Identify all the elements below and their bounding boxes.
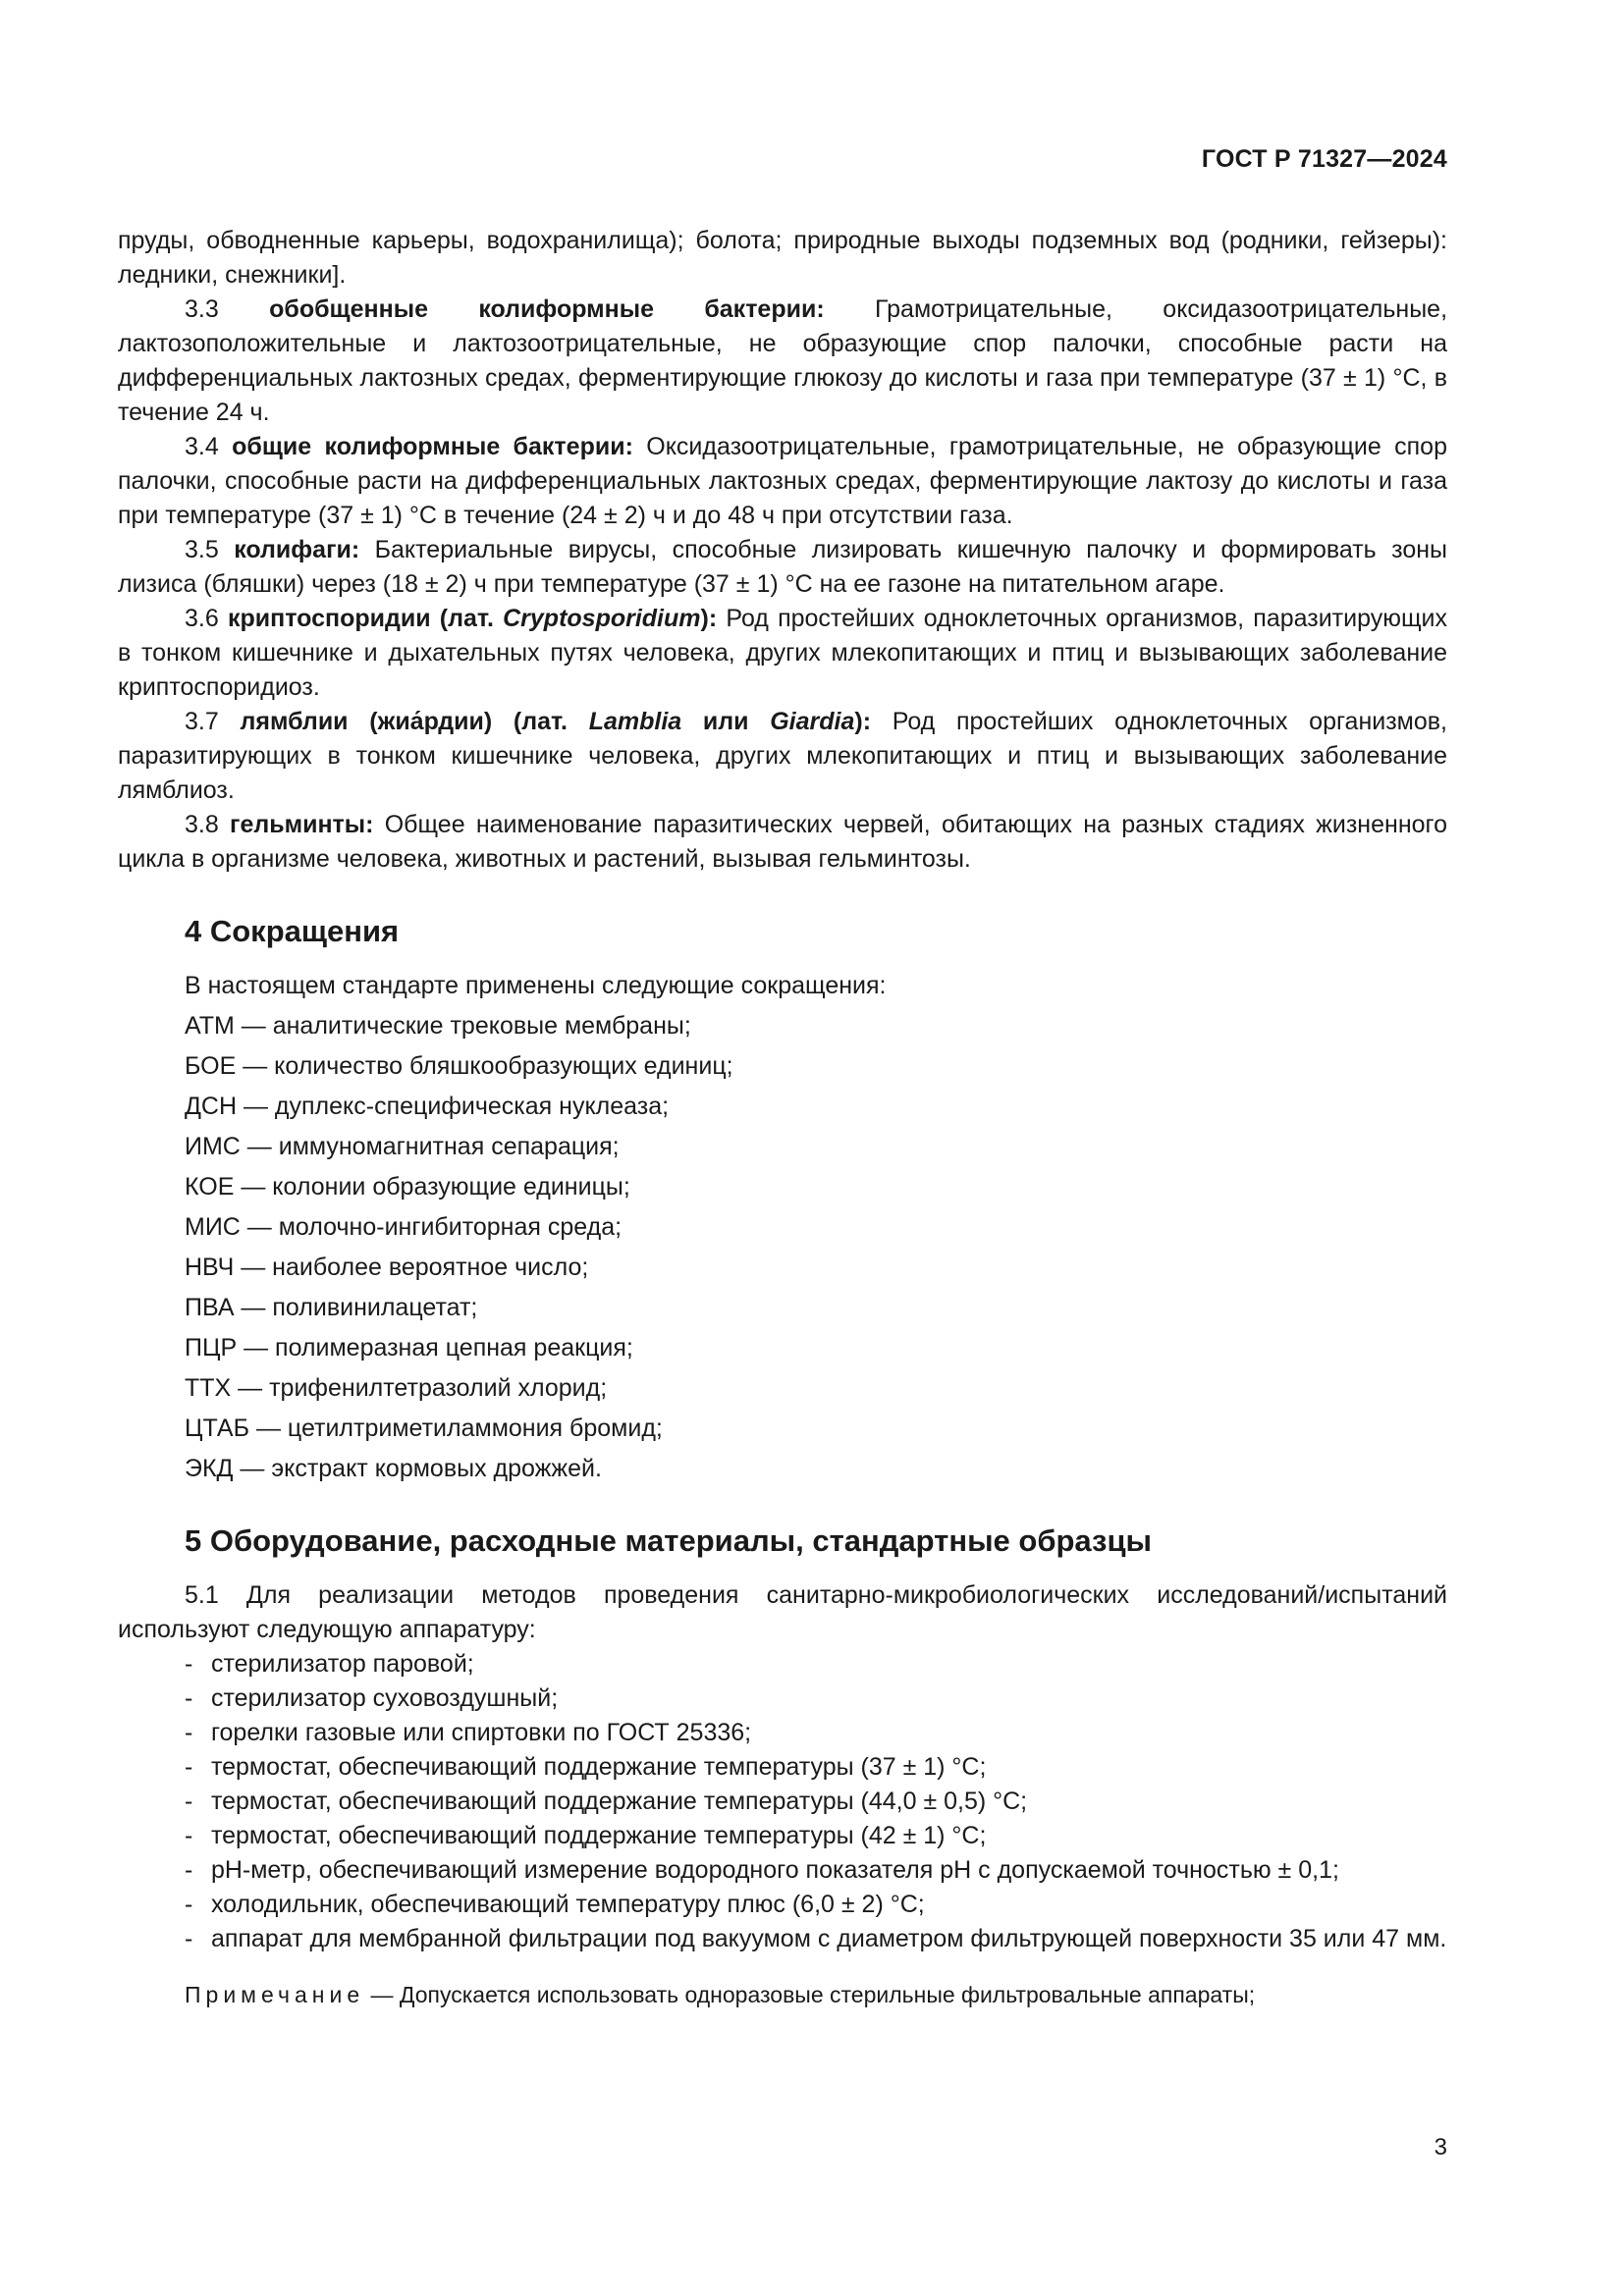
definition-term (240, 708, 871, 735)
definition-term-latin: Cryptosporidium (503, 605, 701, 632)
equipment-item-text: термостат, обеспечивающий поддержание температуры (44,0 ± 0,5) °C; (210, 1788, 1028, 1815)
section-5-heading: 5 Оборудование, расходные материалы, стандартные образцы (185, 1523, 1152, 1558)
definition-term-latin: Lamblia (588, 708, 682, 735)
definition-term-part: криптоспоридии (лат. (227, 605, 504, 632)
abbreviation-item: ТТХ — трифенилтетразолий хлорид; (185, 1374, 608, 1402)
definition-3-7 (118, 705, 1447, 808)
definition-3-8 (118, 808, 1447, 877)
definition-term (228, 605, 717, 632)
equipment-item-text: термостат, обеспечивающий поддержание температуры (37 ± 1) °C; (210, 1753, 987, 1781)
equipment-item: - термостат, обеспечивающий поддержание температуры (37 ± 1) °C; (185, 1753, 987, 1781)
abbreviation-item: КОЕ — колонии образующие единицы; (185, 1173, 630, 1201)
equipment-item-text: холодильник, обеспечивающий температуру плюс (6,0 ± 2) °C; (210, 1891, 925, 1918)
definition-text: Род простейших одноклеточных организмов, паразитирующих в тонком кишечнике человека, других млекопитающих и птиц и вызывающих заболевание лямблиоз. (118, 708, 1447, 804)
definition-3-5 (118, 533, 1447, 602)
equipment-item: - стерилизатор паровой; (185, 1650, 474, 1678)
definition-term-part: ): (854, 708, 872, 735)
definition-text: Бактериальные вирусы, способные лизировать кишечную палочку и формировать зоны лизиса (бляшки) через (18 ± 2) ч при температуре (37 ± 1) °C на ее газоне на питательном агаре. (118, 536, 1447, 598)
intro-continuation: пруды, обводненные карьеры, водохранилища); болота; природные выходы подземных вод (родники, гейзеры): ледники, снежники]. (118, 227, 1447, 289)
abbreviation-item: ПВА — поливинилацетат; (185, 1294, 478, 1321)
document-code: ГОСТ Р 71327—2024 (1201, 145, 1447, 173)
abbreviation-item: ПЦР — полимеразная цепная реакция; (185, 1334, 633, 1362)
definition-3-6 (118, 602, 1447, 705)
definition-number: 3.4 (185, 433, 219, 460)
abbreviations-intro: В настоящем стандарте применены следующие сокращения: (185, 972, 887, 999)
page-number: 3 (1434, 2134, 1447, 2161)
definition-3-3 (118, 293, 1447, 430)
definition-text: Общее наименование паразитических червей, обитающих на разных стадиях жизненного цикла в организме человека, животных и растений, вызывая гельминтозы. (118, 811, 1448, 873)
definition-text: Род простейших одноклеточных организмов, паразитирующих в тонком кишечнике и дыхательных путях человека, других млекопитающих и птиц и вызывающих заболевание криптоспоридиоз. (118, 605, 1447, 701)
abbreviation-item: ЦТАБ — цетилтриметиламмония бромид; (185, 1415, 663, 1442)
abbreviation-item: НВЧ — наиболее вероятное число; (185, 1254, 589, 1281)
note-label: Примечание (185, 1982, 365, 2007)
equipment-item: - аппарат для мембранной фильтрации под вакуумом с диаметром фильтрующей поверхности 35 или 47 мм. (185, 1925, 1447, 1952)
definition-number: 3.8 (185, 811, 219, 838)
note (185, 1978, 1447, 2012)
definition-term: общие колиформные бактерии: (232, 433, 633, 460)
equipment-item-text: аппарат для мембранной фильтрации под вакуумом с диаметром фильтрующей поверхности 35 или 47 мм. (210, 1925, 1447, 1952)
abbreviation-item: ЭКД — экстракт кормовых дрожжей. (185, 1455, 602, 1482)
section-4-heading: 4 Сокращения (185, 914, 400, 948)
definition-number: 3.5 (185, 536, 219, 563)
equipment-list (118, 1647, 1447, 1956)
equipment-item: - горелки газовые или спиртовки по ГОСТ 25336; (185, 1719, 752, 1746)
abbreviations-list (118, 1009, 1447, 1486)
definition-text: Оксидазоотрицательные, грамотрицательные, не образующие спор палочки, способные расти на дифференциальных лактозных средах, ферментирующие лактозу до кислоты и газа при температуре (37 ± 1) °C в течение (24 ± 2) ч и до 48 ч при отсутствии газа. (118, 433, 1447, 529)
equipment-item-text: стерилизатор паровой; (210, 1650, 474, 1678)
abbreviation-item: ДСН — дуплекс-специфическая нуклеаза; (185, 1093, 670, 1120)
equipment-item: - pH-метр, обеспечивающий измерение водородного показателя pH с допускаемой точностью ± 0,1; (185, 1856, 1339, 1884)
definition-term-part: лямблии (жиа́рдии) (лат. (240, 708, 589, 735)
clause-5-1: 5.1 Для реализации методов проведения санитарно-микробиологических исследований/испытаний используют следующую аппаратуру: (118, 1581, 1447, 1643)
equipment-item-text: pH-метр, обеспечивающий измерение водородного показателя pH с допускаемой точностью ± 0,1; (210, 1856, 1339, 1884)
definition-term-latin: Giardia (770, 708, 855, 735)
page-content (118, 224, 1447, 2012)
abbreviation-item: АТМ — аналитические трековые мембраны; (185, 1012, 691, 1040)
definition-term-part: ): (700, 605, 718, 632)
equipment-item: - термостат, обеспечивающий поддержание температуры (42 ± 1) °C; (185, 1822, 987, 1849)
definition-term: колифаги: (234, 536, 360, 563)
definition-number: 3.7 (185, 708, 219, 735)
equipment-item: - холодильник, обеспечивающий температуру плюс (6,0 ± 2) °C; (185, 1891, 925, 1918)
definition-term: гельминты: (230, 811, 374, 838)
equipment-item-text: горелки газовые или спиртовки по ГОСТ 25336; (210, 1719, 752, 1746)
definition-term-part: или (681, 708, 771, 735)
equipment-item: - термостат, обеспечивающий поддержание температуры (44,0 ± 0,5) °C; (185, 1788, 1028, 1815)
definition-3-4 (118, 430, 1447, 533)
equipment-item: - стерилизатор суховоздушный; (185, 1684, 559, 1712)
abbreviation-item: ИМС — иммуномагнитная сепарация; (185, 1133, 620, 1160)
equipment-item-text: термостат, обеспечивающий поддержание температуры (42 ± 1) °C; (210, 1822, 987, 1849)
definition-term: обобщенные колиформные бактерии: (269, 295, 825, 323)
abbreviation-item: МИС — молочно-ингибиторная среда; (185, 1213, 623, 1241)
definition-number: 3.6 (185, 605, 219, 632)
definition-number: 3.3 (185, 295, 219, 323)
note-text: — Допускается использовать одноразовые стерильные фильтровальные аппараты; (364, 1982, 1256, 2007)
equipment-item-text: стерилизатор суховоздушный; (210, 1684, 559, 1712)
definition-text: Грамотрицательные, оксидазоотрицательные, лактозоположительные и лактозоотрицательные, не образующие спор палочки, способные расти на дифференциальных лактозных средах, ферментирующие глюкозу до кислоты и газа при температуре (37 ± 1) °C, в течение 24 ч. (118, 295, 1448, 426)
abbreviation-item: БОЕ — количество бляшкообразующих единиц; (185, 1052, 733, 1080)
